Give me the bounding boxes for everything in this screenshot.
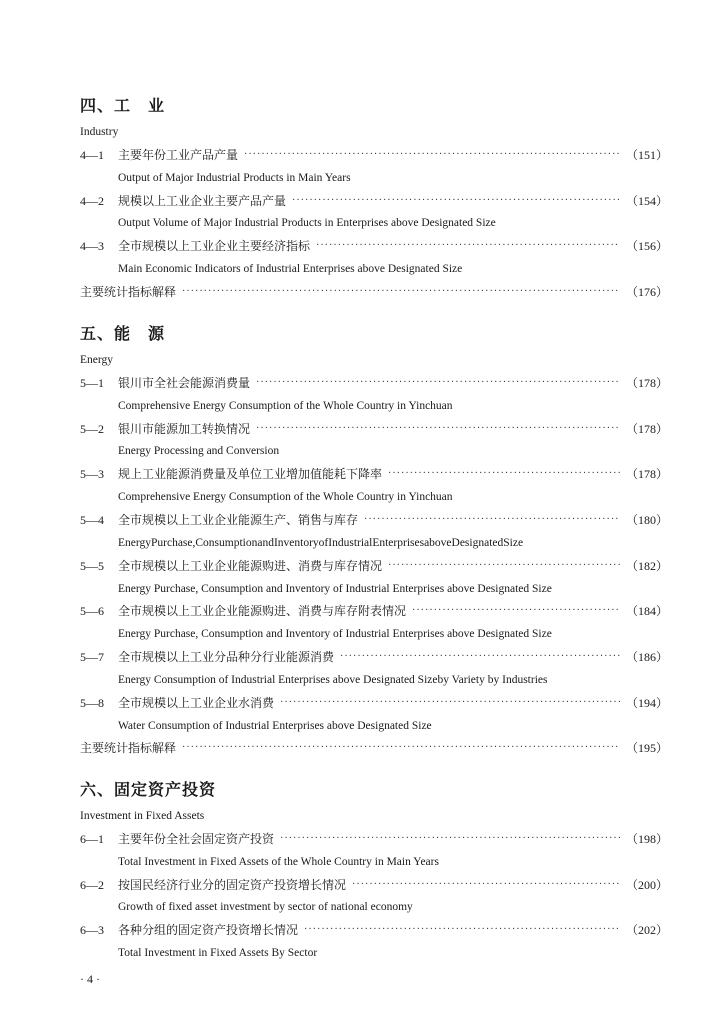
leader-dots xyxy=(412,601,620,621)
leader-dots xyxy=(182,282,620,302)
toc-entry[interactable] xyxy=(80,829,668,849)
leader-dots xyxy=(256,419,620,439)
entry-english-title: Energy Consumption of Industrial Enterprises above Designated Sizeby Variety by Industries xyxy=(118,673,548,686)
toc-entry[interactable] xyxy=(80,510,668,530)
entry-number: 5—4 xyxy=(80,512,104,527)
toc-entry[interactable] xyxy=(80,373,668,393)
leader-dots xyxy=(340,647,620,667)
leader-dots xyxy=(280,829,620,849)
entry-number: 4—2 xyxy=(80,193,104,208)
toc-entry[interactable] xyxy=(80,647,668,667)
entry-page: （176） xyxy=(625,284,668,299)
toc-entry[interactable] xyxy=(80,419,668,439)
entry-number: 6—2 xyxy=(80,877,104,892)
entry-page: （194） xyxy=(625,695,668,710)
entry-number: 5—3 xyxy=(80,467,104,482)
toc-entry[interactable] xyxy=(80,282,668,302)
toc-entry[interactable] xyxy=(80,236,668,256)
toc-entry[interactable] xyxy=(80,556,668,576)
entry-english-title: Total Investment in Fixed Assets By Sector xyxy=(118,947,318,960)
entry-english-title: Energy Purchase, Consumption and Inventory of Industrial Enterprises above Designated Size xyxy=(118,628,552,641)
entry-english-title: Output of Major Industrial Products in Main Years xyxy=(118,171,351,184)
toc-entry[interactable] xyxy=(80,145,668,165)
entry-page: （200） xyxy=(625,877,668,892)
toc-entry[interactable] xyxy=(80,693,668,713)
entry-english-title: Output Volume of Major Industrial Products in Enterprises above Designated Size xyxy=(118,217,496,230)
leader-dots xyxy=(304,920,620,940)
entry-english-title: Main Economic Indicators of Industrial Enterprises above Designated Size xyxy=(118,263,463,276)
toc-entry[interactable] xyxy=(80,464,668,484)
entry-english-title: EnergyPurchase,ConsumptionandInventoryofIndustrialEnterprisesaboveDesignatedSize xyxy=(118,536,524,549)
leader-dots xyxy=(256,373,620,393)
entry-title: 主要统计指标解释 xyxy=(80,284,177,299)
entry-page: （178） xyxy=(625,421,668,436)
entry-english-title: Comprehensive Energy Consumption of the Whole Country in Yinchuan xyxy=(118,491,453,504)
toc-entry[interactable] xyxy=(80,601,668,621)
entry-number: 5—7 xyxy=(80,650,104,665)
entry-number: 4—3 xyxy=(80,239,104,254)
entry-page: （195） xyxy=(625,741,668,756)
entry-title: 主要年份全社会固定资产投资 xyxy=(118,831,275,846)
entry-number: 6—3 xyxy=(80,923,104,938)
section-heading: 五、能 源 xyxy=(80,324,166,343)
leader-dots xyxy=(280,693,620,713)
entry-page: （151） xyxy=(625,147,668,162)
entry-english-title: Total Investment in Fixed Assets of the Whole Country in Main Years xyxy=(118,855,439,868)
leader-dots xyxy=(364,510,620,530)
page-number: · 4 · xyxy=(80,972,100,986)
toc-entry[interactable] xyxy=(80,875,668,895)
entry-number: 5—5 xyxy=(80,558,104,573)
entry-page: （182） xyxy=(625,558,668,573)
entry-title: 各种分组的固定资产投资增长情况 xyxy=(118,923,299,938)
section-subtitle: Industry xyxy=(80,126,119,138)
entry-title: 全市规模以上工业企业能源购进、消费与库存情况 xyxy=(118,558,383,573)
entry-title: 全市规模以上工业企业水消费 xyxy=(118,695,275,710)
entry-number: 6—1 xyxy=(80,831,104,846)
entry-title: 全市规模以上工业分品种分行业能源消费 xyxy=(118,650,335,665)
entry-title: 规上工业能源消费量及单位工业增加值能耗下降率 xyxy=(118,467,383,482)
entry-title: 全市规模以上工业企业能源生产、销售与库存 xyxy=(118,512,359,527)
entry-page: （198） xyxy=(625,831,668,846)
leader-dots xyxy=(292,191,620,211)
entry-title: 全市规模以上工业企业能源购进、消费与库存附表情况 xyxy=(118,604,407,619)
leader-dots xyxy=(352,875,620,895)
leader-dots xyxy=(182,738,620,758)
entry-number: 4—1 xyxy=(80,147,104,162)
entry-page: （178） xyxy=(625,467,668,482)
section-heading: 六、固定资产投资 xyxy=(80,780,217,799)
entry-number: 5—8 xyxy=(80,695,104,710)
entry-number: 5—6 xyxy=(80,604,104,619)
entry-page: （154） xyxy=(625,193,668,208)
section-heading: 四、工 业 xyxy=(80,96,166,115)
entry-title: 银川市全社会能源消费量 xyxy=(118,375,251,390)
entry-english-title: Water Consumption of Industrial Enterprises above Designated Size xyxy=(118,719,432,732)
entry-page: （202） xyxy=(625,923,668,938)
entry-page: （178） xyxy=(625,375,668,390)
entry-title: 按国民经济行业分的固定资产投资增长情况 xyxy=(118,877,347,892)
toc-entry[interactable] xyxy=(80,920,668,940)
entry-english-title: Energy Purchase, Consumption and Inventory of Industrial Enterprises above Designated Size xyxy=(118,582,552,595)
entry-number: 5—1 xyxy=(80,375,104,390)
entry-english-title: Growth of fixed asset investment by sector of national economy xyxy=(118,901,413,914)
leader-dots xyxy=(244,145,620,165)
toc-entry[interactable] xyxy=(80,738,668,758)
leader-dots xyxy=(388,556,620,576)
section-subtitle: Energy xyxy=(80,354,114,366)
leader-dots xyxy=(388,464,620,484)
leader-dots xyxy=(316,236,620,256)
entry-english-title: Energy Processing and Conversion xyxy=(118,445,280,458)
entry-title: 主要年份工业产品产量 xyxy=(118,147,239,162)
entry-title: 主要统计指标解释 xyxy=(80,741,177,756)
toc-entry[interactable] xyxy=(80,191,668,211)
entry-page: （184） xyxy=(625,604,668,619)
entry-page: （186） xyxy=(625,650,668,665)
entry-title: 银川市能源加工转换情况 xyxy=(118,421,251,436)
entry-page: （156） xyxy=(625,239,668,254)
entry-title: 规模以上工业企业主要产品产量 xyxy=(118,193,287,208)
entry-title: 全市规模以上工业企业主要经济指标 xyxy=(118,239,311,254)
entry-page: （180） xyxy=(625,512,668,527)
entry-english-title: Comprehensive Energy Consumption of the Whole Country in Yinchuan xyxy=(118,399,453,412)
entry-number: 5—2 xyxy=(80,421,104,436)
section-subtitle: Investment in Fixed Assets xyxy=(80,810,205,822)
